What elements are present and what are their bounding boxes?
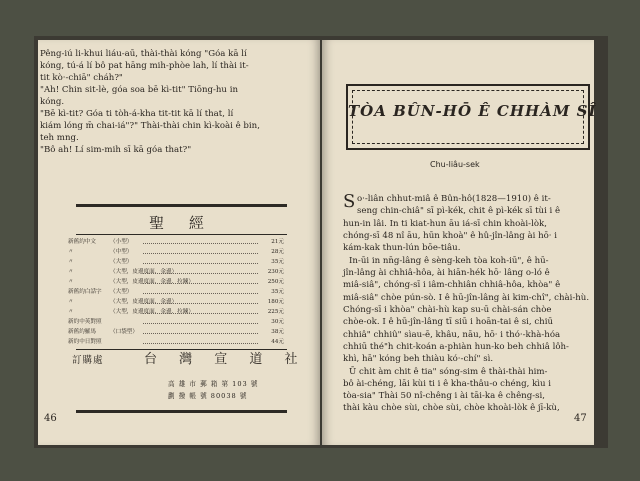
price-row: [68, 237, 284, 247]
body-text-line: Pêng-iú li-khui liáu-aū, thài-thài kóng "Góa kā lí: [40, 49, 247, 59]
leader-dots: [143, 303, 258, 304]
body-text-line: "Ah! Chin sit-lè, góa soa bē kì-tit" Tiōng-hu in: [40, 85, 238, 95]
body-text-line: kám-kak thun-lún bōe-tiâu.: [343, 243, 461, 253]
leader-dots: [143, 253, 258, 254]
row-category: 新約中英對照: [68, 319, 102, 325]
row-price: 38元: [271, 329, 284, 335]
row-price: 30元: [271, 319, 284, 325]
rule: [76, 410, 287, 413]
row-edition: （大型）: [110, 259, 133, 265]
leader-dots: [143, 243, 258, 244]
row-edition: （口袋型）: [110, 329, 138, 335]
row-category: 新舊約羅馬: [68, 329, 96, 335]
row-category: 〃: [68, 309, 74, 315]
price-row: [68, 287, 284, 297]
price-row: [68, 247, 284, 257]
body-text-line: Chóng-sī i khòa" chài-hù kap su-ū chài-sán chòe: [343, 305, 552, 315]
price-row: [68, 327, 284, 337]
body-text-line: hun-in lâi. In ti kiat-hun āu iá-sī chin khoài-lòk,: [343, 219, 547, 229]
body-text-line: kiám lóng m̄ chai-iá"?" Thài-thài chin kì-koài ê bin,: [40, 121, 260, 131]
body-text-line: seng chin-chiâ" sī pì-kék, chit ê pì-kék sī tùi i ê: [357, 206, 561, 216]
row-edition: （小型）: [110, 239, 133, 245]
leader-dots: [143, 293, 258, 294]
body-text-line: khì, hā" kóng beh thiàu kó·-chí" sì.: [343, 354, 494, 364]
row-category: 新舊約中文: [68, 239, 96, 245]
body-text-line: bô ài-chéng, lāi kùi ti i ê kha-thâu-o chéng, kìu i: [343, 379, 552, 389]
rule: [76, 204, 287, 207]
rule: [76, 234, 287, 235]
body-text-line: chóng-sī 48 nî āu, hūn khoà" ê hû-jîn-lâng ài hō· i: [343, 231, 558, 241]
row-edition: （大型，皮邊度面．金邊．拉鍊）: [110, 279, 194, 285]
row-price: 250元: [267, 279, 284, 285]
leader-dots: [143, 313, 258, 314]
price-row: [68, 257, 284, 267]
body-text-line: "Bē kì-tit? Góa ti tòh-á-kha tit-tit kā lí that, lí: [40, 109, 234, 119]
publisher-name: 台 灣 宣 道 社: [144, 352, 307, 367]
price-row: [68, 307, 284, 317]
body-text-line: chhiū thé"h chit-koán a-phiàn hun-ko beh chhiâ lôh-: [343, 342, 569, 352]
body-text-line: kóng, tú-á lí bô pat hāng mih-phòe lah, lí thài it-: [40, 61, 249, 71]
price-row: [68, 267, 284, 277]
row-price: 225元: [267, 309, 284, 315]
leader-dots: [143, 283, 258, 284]
row-price: 180元: [267, 299, 284, 305]
author-name: Chu-liâu-sek: [430, 160, 480, 169]
body-text-line: teh mng.: [40, 133, 79, 143]
leader-dots: [143, 263, 258, 264]
row-category: 〃: [68, 299, 74, 305]
body-text-line: chòe-ok. I ê hū-jîn-lâng tī siū i hoān-tai ê si, chiū: [343, 317, 554, 327]
leader-dots: [143, 273, 258, 274]
row-edition: （大型，皮邊度面．金邊）: [110, 299, 178, 305]
body-text-line: kóng.: [40, 97, 65, 107]
body-text-line: tòa-sia" Thài 50 nî-chêng i ài tāi-ka ê chêng-si,: [343, 391, 546, 401]
body-text-line: In-ūi in nn̄g-lâng ê sèng-keh tòa koh-iū", ê hū-: [349, 256, 549, 266]
body-text-line: chhiâ" chhiû" sìau-ē, khâu, nāu, hō· i thó·-khà-hóa: [343, 330, 561, 340]
body-text-line: Ū chit àm chit ê tia" sóng-sim ê thài-thài him-: [349, 367, 548, 377]
body-text-line: miâ-siâ", chóng-sī i iâm-chhiân chhiâ-hôa, khòa" ê: [343, 280, 561, 290]
row-category: 〃: [68, 269, 74, 275]
drop-cap: S: [343, 191, 356, 212]
body-text-line: o·-liân chhut-miâ ê Bûn-hô(1828—1910) ê it-: [357, 194, 551, 204]
price-row: [68, 297, 284, 307]
body-text-line: "Bô ah! Lí sim-mih sī kā góa that?": [40, 145, 192, 155]
row-price: 21元: [271, 239, 284, 245]
publisher-account: 劃 撥 帳 號 80038 號: [168, 392, 248, 400]
body-text-line: miâ-siâ" chòe pún-sò. I ê hū-jîn-lâng ài kim-chî", chài-hù.: [343, 293, 590, 303]
article-title: TÒA BÛN-HŌ Ê CHHÀM SÎ: [348, 102, 597, 120]
publisher-address: 高 雄 市 郵 箱 第 103 號: [168, 380, 259, 388]
leader-dots: [143, 343, 258, 344]
price-row: [68, 277, 284, 287]
row-category: 新舊約白話字: [68, 289, 102, 295]
ad-title: 聖 經: [149, 214, 214, 232]
row-edition: （大型，皮邊度面．金邊．拉鍊）: [110, 309, 194, 315]
price-row: [68, 317, 284, 327]
row-price: 28元: [271, 249, 284, 255]
row-price: 230元: [267, 269, 284, 275]
row-category: 〃: [68, 259, 74, 265]
row-price: 44元: [271, 339, 284, 345]
row-edition: （中型）: [110, 249, 133, 255]
page-number-right: 47: [574, 413, 587, 424]
row-price: 35元: [271, 289, 284, 295]
price-row: [68, 337, 284, 347]
row-edition: （大型）: [110, 289, 133, 295]
row-edition: （大型，皮邊度面．金邊）: [110, 269, 178, 275]
leader-dots: [143, 333, 258, 334]
order-label: 訂購處: [72, 355, 104, 366]
row-price: 35元: [271, 259, 284, 265]
article-title-box: [346, 84, 597, 150]
row-category: 〃: [68, 249, 74, 255]
row-category: 〃: [68, 279, 74, 285]
row-category: 新約中日對照: [68, 339, 102, 345]
page-number-left: 46: [44, 413, 57, 424]
body-text-line: thài kàu chòe sùi, chòe sùi, chòe khoài-lòk ê jī-kù,: [343, 403, 560, 413]
body-text-line: tit kò·-chiā" cháh?": [40, 73, 123, 83]
leader-dots: [143, 323, 258, 324]
body-text-line: jîn-lâng ài chhiâ-hôa, ài hiān-hék hō· lâng o-ló ê: [343, 268, 550, 278]
